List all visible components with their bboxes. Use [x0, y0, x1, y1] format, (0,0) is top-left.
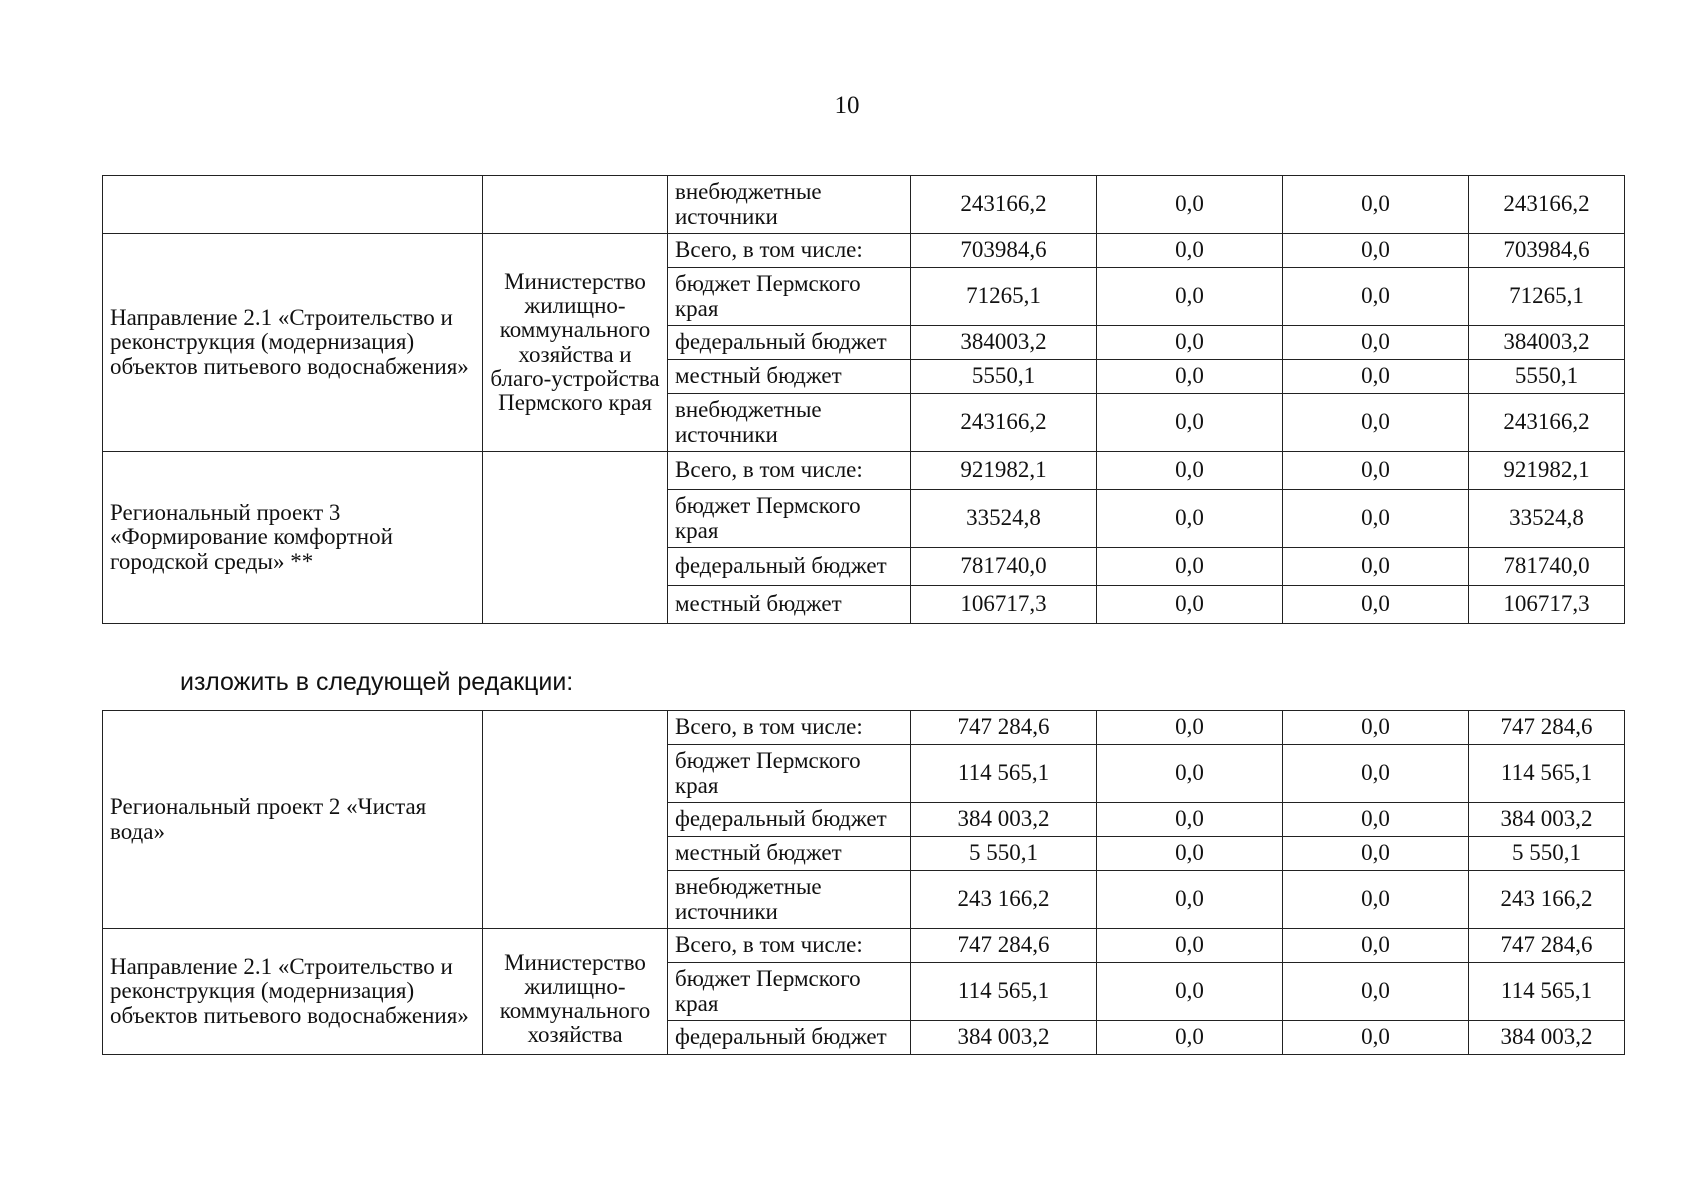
table-row	[103, 929, 1625, 963]
value-cell: 781740,0	[911, 548, 1097, 586]
value-cell: 114 565,1	[911, 745, 1097, 803]
table-row	[103, 452, 1625, 490]
value-cell: 0,0	[1283, 234, 1469, 268]
total-cell: 384 003,2	[1469, 1021, 1625, 1055]
value-cell: 0,0	[1283, 452, 1469, 490]
value-cell: 0,0	[1283, 803, 1469, 837]
funding-source-cell: бюджет Пермского края	[668, 745, 911, 803]
item-name-cell: Региональный проект 3 «Формирование комфортной городской среды» **	[103, 452, 483, 624]
value-cell: 384003,2	[911, 326, 1097, 360]
funding-source-cell: федеральный бюджет	[668, 1021, 911, 1055]
funding-source-cell: местный бюджет	[668, 586, 911, 624]
table-row	[103, 234, 1625, 268]
budget-table-new	[102, 710, 1625, 1055]
value-cell: 0,0	[1097, 803, 1283, 837]
value-cell: 33524,8	[911, 490, 1097, 548]
total-cell: 781740,0	[1469, 548, 1625, 586]
value-cell: 0,0	[1097, 745, 1283, 803]
funding-source-cell: Всего, в том числе:	[668, 234, 911, 268]
total-cell: 114 565,1	[1469, 963, 1625, 1021]
value-cell: 0,0	[1097, 234, 1283, 268]
value-cell: 0,0	[1097, 268, 1283, 326]
value-cell: 0,0	[1097, 360, 1283, 394]
value-cell: 0,0	[1097, 394, 1283, 452]
item-name-cell	[103, 176, 483, 234]
value-cell: 0,0	[1283, 490, 1469, 548]
funding-source-cell: бюджет Пермского края	[668, 963, 911, 1021]
total-cell: 243166,2	[1469, 176, 1625, 234]
value-cell: 0,0	[1097, 326, 1283, 360]
total-cell: 114 565,1	[1469, 745, 1625, 803]
value-cell: 71265,1	[911, 268, 1097, 326]
value-cell: 0,0	[1283, 360, 1469, 394]
value-cell: 0,0	[1283, 394, 1469, 452]
value-cell: 243 166,2	[911, 871, 1097, 929]
value-cell: 0,0	[1097, 490, 1283, 548]
value-cell: 0,0	[1283, 586, 1469, 624]
total-cell: 384 003,2	[1469, 803, 1625, 837]
value-cell: 0,0	[1097, 1021, 1283, 1055]
value-cell: 0,0	[1283, 963, 1469, 1021]
value-cell: 0,0	[1283, 745, 1469, 803]
value-cell: 5 550,1	[911, 837, 1097, 871]
funding-source-cell: местный бюджет	[668, 837, 911, 871]
value-cell: 243166,2	[911, 394, 1097, 452]
value-cell: 0,0	[1097, 837, 1283, 871]
value-cell: 0,0	[1283, 837, 1469, 871]
total-cell: 384003,2	[1469, 326, 1625, 360]
responsible-cell	[483, 711, 668, 929]
page-number: 10	[834, 92, 860, 119]
table-row	[103, 176, 1625, 234]
value-cell: 243166,2	[911, 176, 1097, 234]
value-cell: 0,0	[1283, 1021, 1469, 1055]
value-cell: 0,0	[1097, 963, 1283, 1021]
total-cell: 33524,8	[1469, 490, 1625, 548]
funding-source-cell: внебюджетные источники	[668, 176, 911, 234]
value-cell: 703984,6	[911, 234, 1097, 268]
funding-source-cell: местный бюджет	[668, 360, 911, 394]
total-cell: 747 284,6	[1469, 929, 1625, 963]
total-cell: 243 166,2	[1469, 871, 1625, 929]
item-name-cell: Направление 2.1 «Строительство и реконструкция (модернизация) объектов питьевого водоснабжения»	[103, 234, 483, 452]
total-cell: 703984,6	[1469, 234, 1625, 268]
funding-source-cell: внебюджетные источники	[668, 394, 911, 452]
total-cell: 5550,1	[1469, 360, 1625, 394]
instruction-text: изложить в следующей редакции:	[180, 668, 574, 696]
responsible-cell: Министерство жилищно-коммунального хозяйства	[483, 929, 668, 1055]
funding-source-cell: Всего, в том числе:	[668, 711, 911, 745]
funding-source-cell: федеральный бюджет	[668, 803, 911, 837]
value-cell: 384 003,2	[911, 1021, 1097, 1055]
value-cell: 106717,3	[911, 586, 1097, 624]
value-cell: 921982,1	[911, 452, 1097, 490]
value-cell: 0,0	[1097, 548, 1283, 586]
responsible-cell	[483, 452, 668, 624]
total-cell: 243166,2	[1469, 394, 1625, 452]
responsible-cell	[483, 176, 668, 234]
funding-source-cell: Всего, в том числе:	[668, 929, 911, 963]
value-cell: 0,0	[1283, 548, 1469, 586]
value-cell: 0,0	[1283, 711, 1469, 745]
value-cell: 0,0	[1097, 929, 1283, 963]
value-cell: 0,0	[1097, 711, 1283, 745]
funding-source-cell: внебюджетные источники	[668, 871, 911, 929]
total-cell: 747 284,6	[1469, 711, 1625, 745]
value-cell: 747 284,6	[911, 929, 1097, 963]
value-cell: 0,0	[1283, 871, 1469, 929]
table-row	[103, 711, 1625, 745]
funding-source-cell: федеральный бюджет	[668, 548, 911, 586]
value-cell: 384 003,2	[911, 803, 1097, 837]
value-cell: 0,0	[1097, 871, 1283, 929]
total-cell: 106717,3	[1469, 586, 1625, 624]
value-cell: 747 284,6	[911, 711, 1097, 745]
total-cell: 921982,1	[1469, 452, 1625, 490]
total-cell: 5 550,1	[1469, 837, 1625, 871]
budget-table-current	[102, 175, 1625, 624]
value-cell: 0,0	[1283, 326, 1469, 360]
value-cell: 0,0	[1097, 586, 1283, 624]
item-name-cell: Направление 2.1 «Строительство и реконструкция (модернизация) объектов питьевого водоснабжения»	[103, 929, 483, 1055]
value-cell: 0,0	[1283, 268, 1469, 326]
value-cell: 5550,1	[911, 360, 1097, 394]
value-cell: 0,0	[1097, 452, 1283, 490]
value-cell: 0,0	[1097, 176, 1283, 234]
funding-source-cell: Всего, в том числе:	[668, 452, 911, 490]
responsible-cell: Министерство жилищно-коммунального хозяйства и благо-устройства Пермского края	[483, 234, 668, 452]
value-cell: 0,0	[1283, 176, 1469, 234]
funding-source-cell: бюджет Пермского края	[668, 268, 911, 326]
value-cell: 0,0	[1283, 929, 1469, 963]
funding-source-cell: федеральный бюджет	[668, 326, 911, 360]
total-cell: 71265,1	[1469, 268, 1625, 326]
value-cell: 114 565,1	[911, 963, 1097, 1021]
funding-source-cell: бюджет Пермского края	[668, 490, 911, 548]
item-name-cell: Региональный проект 2 «Чистая вода»	[103, 711, 483, 929]
